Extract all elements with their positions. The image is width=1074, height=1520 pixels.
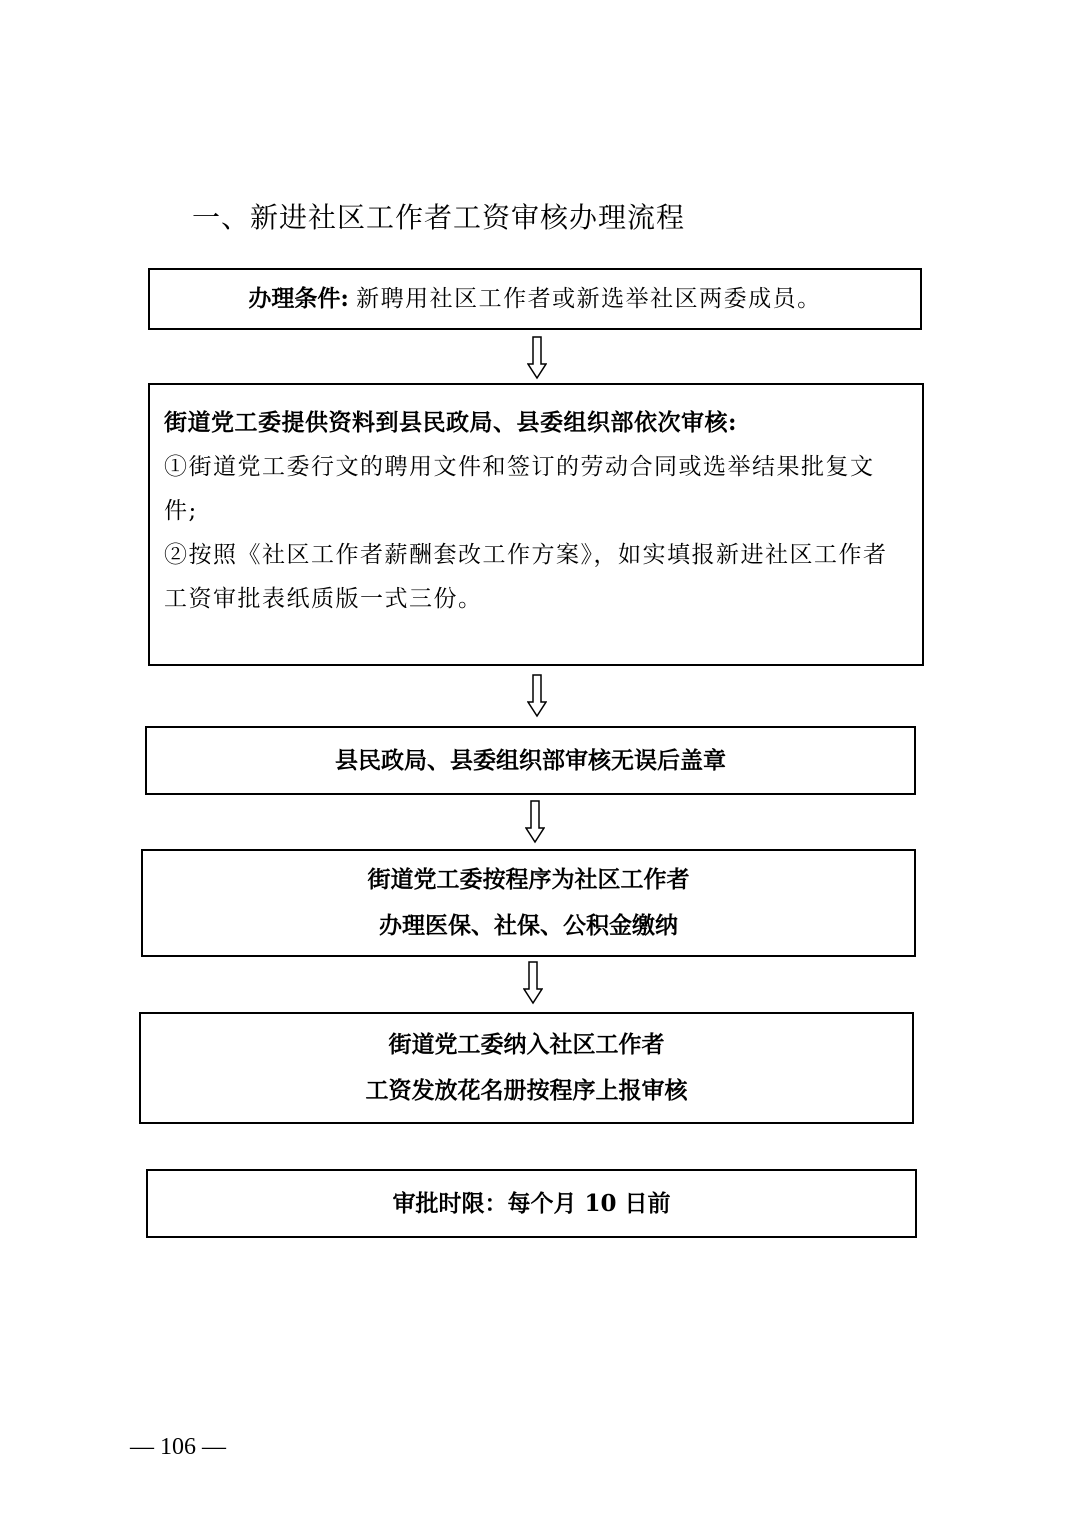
step1-box	[148, 383, 924, 666]
step3-line-2: 办理医保、社保、公积金缴纳	[379, 912, 678, 939]
double-down-arrow-icon	[523, 961, 543, 1005]
double-down-arrow-icon	[527, 336, 547, 380]
double-down-arrow-icon	[525, 800, 545, 844]
step4-line-1: 街道党工委纳入社区工作者	[388, 1031, 665, 1058]
step1-line-3: ②按照《社区工作者薪酬套改工作方案》，如实填报新进社区工作者	[164, 542, 888, 568]
conditions-text: 新聘用社区工作者或新选举社区两委成员。	[356, 286, 822, 312]
step1-line-1: ①街道党工委行文的聘用文件和签订的劳动合同或选举结果批复文	[164, 454, 875, 480]
step2-box	[145, 726, 916, 795]
step1-line-4: 工资审批表纸质版一式三份。	[164, 586, 483, 612]
step3-box	[141, 849, 916, 957]
page-title: 一、新进社区工作者工资审核办理流程	[192, 201, 686, 234]
step4-box	[139, 1012, 914, 1124]
step3-line-1: 街道党工委按程序为社区工作者	[367, 866, 690, 893]
conditions-line	[248, 276, 821, 322]
time-limit-text: 审批时限：每个月 10 日前	[392, 1189, 671, 1217]
step2-text: 县民政局、县委组织部审核无误后盖章	[335, 746, 726, 774]
step1-line-2: 件;	[164, 498, 198, 524]
step1-heading: 街道党工委提供资料到县民政局、县委组织部依次审核:	[164, 409, 737, 436]
step4-line-2: 工资发放花名册按程序上报审核	[365, 1077, 688, 1104]
page-number: — 106 —	[130, 1434, 226, 1460]
time-limit-box	[146, 1169, 917, 1238]
conditions-label: 办理条件:	[248, 285, 349, 312]
conditions-box	[148, 268, 922, 330]
double-down-arrow-icon	[527, 674, 547, 718]
